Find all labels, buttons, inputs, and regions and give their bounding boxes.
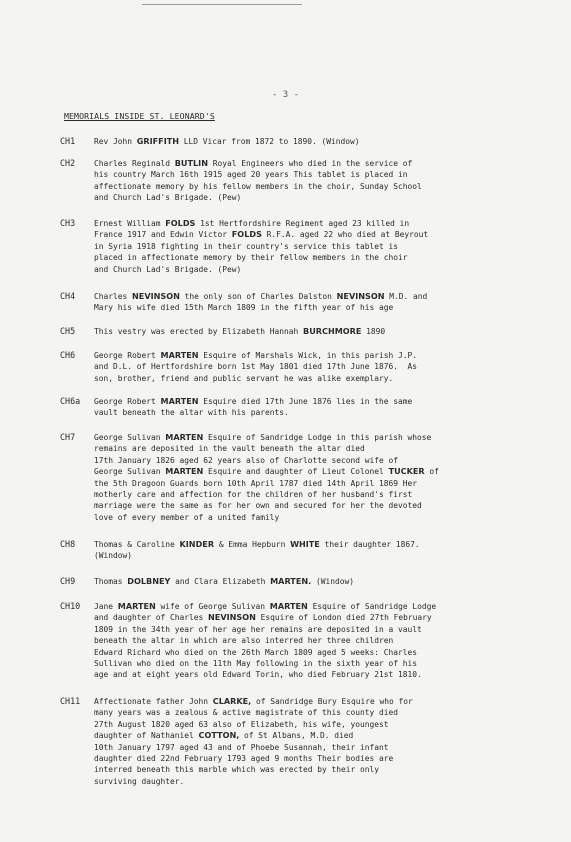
text-segment: marriage were the same as for her own and secured for her the devoted [94,501,422,511]
surname: FOLDS [231,229,262,240]
text-segment: their daughter 1867. [319,540,420,549]
memorial-text [94,291,556,314]
text-segment: interred beneath this marble which was erected by their only [94,765,380,775]
text-segment: 27th August 1820 aged 63 also of Elizabeth, his wife, youngest [94,719,389,729]
text-segment: Thomas & Caroline [94,540,180,549]
text-segment: wife of George Sulivan [155,602,270,611]
memorial-text [94,350,556,384]
text-segment: 1890 [361,327,386,336]
memorial-line [94,669,556,680]
memorial-line [94,326,556,337]
text-segment: remains are deposited in the vault beneath the altar died [94,444,365,454]
memorial-line [94,169,556,180]
memorial-line [94,576,556,587]
memorial-code: CH2 [60,158,76,168]
text-segment: vault beneath the altar with his parents. [94,408,289,418]
memorial-line [94,466,556,477]
text-segment: Esquire of London died 27th February [255,613,432,623]
text-segment: Royal Engineers who died in the service of [207,159,413,168]
text-segment: George Sulivan [94,433,166,442]
memorial-line [94,539,556,550]
memorial-line [94,264,556,275]
text-segment: George Robert [94,351,161,360]
surname: COTTON, [198,730,240,741]
memorial-text [94,432,556,523]
memorial-line [94,241,556,252]
memorial-line [94,776,556,787]
text-segment: France 1917 and Edwin Victor [94,230,232,240]
memorial-text [94,136,556,147]
surname: MARTEN [269,601,308,611]
memorial-line [94,696,556,707]
memorial-line [94,753,556,764]
text-segment: Ernest William [94,219,166,228]
surname: WHITE [290,539,320,549]
memorial-code: CH4 [60,291,76,301]
surname: MARTEN [160,350,199,360]
memorial-line [94,455,556,466]
text-segment: Affectionate father John [94,697,213,706]
text-segment: many years was a zealous & active magistrate of this county died [94,708,399,718]
memorial-line [94,136,556,147]
memorial-line [94,500,556,511]
text-segment: Sullivan who died on the 11th May following in the sixth year of his [94,659,418,669]
memorial-text [94,601,556,681]
text-segment: M.D. and [384,292,428,301]
text-segment: George Robert [94,397,161,406]
memorial-line [94,218,556,229]
text-segment: Charles Reginald [94,159,175,168]
text-segment: daughter of Nathaniel [94,731,199,741]
memorial-code: CH6a [60,396,81,406]
memorial-code: CH6 [60,350,76,360]
text-segment: and D.L. of Hertfordshire born 1st May 1801 died 17th June 1876. As [94,362,418,372]
text-segment: of [424,467,439,477]
surname: CLARKE, [212,696,252,706]
text-segment: love of every member of a united family [94,512,280,522]
memorial-text [94,326,556,337]
memorial-code: CH3 [60,218,76,228]
text-segment: and Church Lad's Brigade. (Pew) [94,193,242,203]
memorial-line [94,361,556,372]
memorial-code: CH10 [60,601,81,611]
text-segment: 1809 in the 34th year of her age her remains are deposited in a vault [94,624,422,634]
text-segment: & Emma Hepburn [214,540,291,549]
text-segment: LLD Vicar from 1872 to 1890. (Window) [179,137,360,146]
surname: TUCKER [388,466,425,477]
text-segment: This vestry was erected by Elizabeth Hannah [94,327,304,336]
surname: KINDER [179,539,215,549]
text-segment: his country March 16th 1915 aged 20 years This tablet is placed in [94,170,408,180]
memorial-code: CH11 [60,696,81,706]
text-segment: Edward Richard who died on the 26th March 1809 aged 5 weeks: Charles [94,647,418,657]
text-segment: Thomas [94,577,128,586]
text-segment: in Syria 1918 fighting in their country's service this tablet is [94,241,399,251]
surname: DOLBNEY [127,576,171,586]
memorial-line [94,647,556,658]
memorial-code: CH5 [60,326,76,336]
memorial-line [94,612,556,623]
memorial-line [94,181,556,192]
memorial-line [94,396,556,407]
surname: NEVINSON [208,612,256,623]
memorial-code: CH1 [60,136,76,146]
text-segment: and daughter of Charles [94,613,209,623]
text-segment: the 5th Dragoon Guards born 10th April 1787 died 14th April 1869 Her [94,478,418,488]
text-segment: placed in affectionate memory by their fellow members in the choir [94,253,408,263]
memorial-text [94,539,556,562]
surname: NEVINSON [336,291,385,301]
text-segment: 10th January 1797 aged 43 and of Phoebe Susannah, their infant [94,742,389,752]
text-segment: Esquire of Sandridge Lodge in this parish whose [203,433,432,442]
memorial-text [94,576,556,587]
memorial-line [94,707,556,718]
text-segment: 1st Hertfordshire Regiment aged 23 killed in [195,219,410,228]
text-segment: and Clara Elizabeth [170,577,271,586]
text-segment: son, brother, friend and public servant he was alike exemplary. [94,373,394,383]
text-segment: affectionate memory by his fellow members in the choir, Sunday School [94,181,422,191]
memorial-line [94,478,556,489]
memorial-code: CH8 [60,539,76,549]
memorial-line [94,730,556,741]
surname: MARTEN [117,601,156,611]
text-segment: age and at eight years old Edward Torin, who died February 21st 1810. [94,670,422,680]
text-segment: Esquire died 17th June 1876 lies in the same [198,397,413,406]
surname: BURCHMORE [303,326,362,336]
text-segment: (Window) [311,577,354,586]
text-segment: Esquire and daughter of Lieut Colonel [203,467,389,477]
text-segment: Jane [94,602,118,611]
page-heading: MEMORIALS INSIDE ST. LEONARD'S [64,111,215,121]
text-segment: 17th January 1826 aged 62 years also of Charlotte second wife of [94,455,399,465]
memorial-code: CH7 [60,432,76,442]
memorial-line [94,192,556,203]
memorial-line [94,302,556,313]
text-segment: daughter died 22nd February 1793 aged 9 months Their bodies are [94,754,394,764]
text-segment: Charles [94,292,133,301]
surname: MARTEN [160,396,199,406]
memorial-text [94,218,556,275]
memorial-line [94,764,556,775]
surname: MARTEN [165,466,204,477]
memorial-line [94,432,556,443]
memorial-line [94,158,556,169]
page-number: - 3 - [271,90,300,100]
memorial-line [94,624,556,635]
text-segment: of Sandridge Bury Esquire who for [251,697,413,706]
memorial-line [94,550,556,561]
memorial-line [94,601,556,612]
memorial-text [94,158,556,204]
memorial-line [94,489,556,500]
memorial-line [94,443,556,454]
surname: GRIFFITH [136,136,180,146]
text-segment: (Window) [94,551,133,561]
text-segment: surviving daughter. [94,776,185,786]
text-segment: the only son of Charles Dalston [179,292,337,301]
memorial-line [94,252,556,263]
text-segment: of St Albans, M.D. died [239,731,354,741]
text-segment: R.F.A. aged 22 who died at Beyrout [261,230,429,240]
memorial-line [94,719,556,730]
text-segment: Esquire of Marshals Wick, in this parish J.P. [198,351,418,360]
memorial-line [94,291,556,302]
memorial-line [94,658,556,669]
surname: NEVINSON [132,291,180,301]
surname: FOLDS [165,218,196,228]
memorial-line [94,373,556,384]
memorial-text [94,396,556,419]
text-segment: beneath the altar in which are also interred her three children [94,636,394,646]
memorial-line [94,407,556,418]
surname: MARTEN [165,432,204,442]
surname: MARTEN. [270,576,312,586]
memorial-line [94,350,556,361]
text-segment: and Church Lad's Brigade. (Pew) [94,264,242,274]
text-segment: Rev John [94,137,137,146]
top-rule [142,4,302,5]
text-segment: motherly care and affection for the children of her husband's first [94,490,413,500]
text-segment: George Sulivan [94,467,166,477]
text-segment: Mary his wife died 15th March 1809 in the fifth year of his age [94,303,394,313]
memorial-line [94,742,556,753]
memorial-line [94,229,556,240]
memorial-line [94,512,556,523]
memorial-text [94,696,556,787]
text-segment: Esquire of Sandridge Lodge [307,602,437,611]
surname: BUTLIN [174,158,208,168]
memorial-line [94,635,556,646]
memorial-code: CH9 [60,576,76,586]
